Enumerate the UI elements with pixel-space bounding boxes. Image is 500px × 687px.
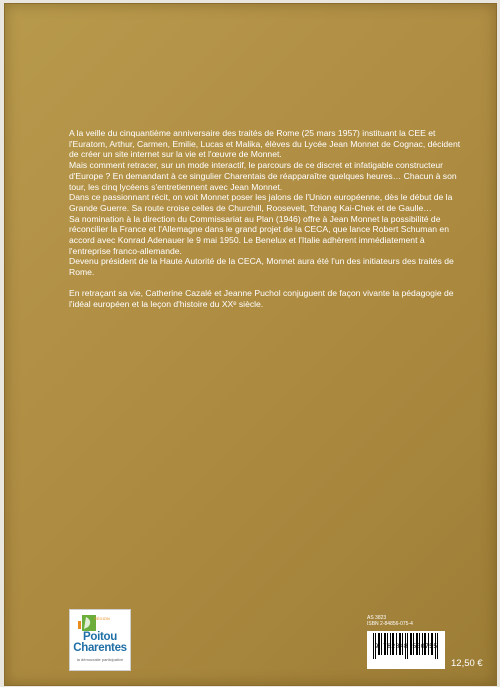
blurb-paragraph: Mais comment retracer, sur un mode interactif, le parcours de ce discret et infatigable constructeur d'Europe ? En demandant à ce singulier Charentais de réapparaître quelques heures… Chacun à son tour, les cinq lycéens s'entretiennent avec Jean Monnet. bbox=[69, 160, 457, 192]
reference-code: AS 3823 bbox=[367, 615, 387, 621]
region-name-line: Poitou bbox=[83, 631, 117, 643]
region-tagline: la démocratie participative bbox=[76, 657, 124, 662]
barcode bbox=[367, 631, 445, 669]
blurb-paragraph: Dans ce passionnant récit, on voit Monnet poser les jalons de l'Union européenne, dès le début de la Grande Guerre. Sa route croise celles de Churchill, Roosevelt, Tchang Kai-Chek et de Gaulle… bbox=[69, 192, 453, 213]
region-name-line: Charentes bbox=[73, 642, 127, 654]
blurb-paragraph: Devenu président de la Haute Autorité de la CECA, Monnet aura été l'un des initiateurs des traités de Rome. bbox=[69, 256, 454, 278]
barcode-area bbox=[367, 615, 445, 669]
region-logo bbox=[69, 609, 131, 671]
region-label: RÉGION bbox=[94, 616, 110, 621]
price-label: 12,50 € bbox=[451, 658, 483, 669]
blurb-text bbox=[69, 128, 467, 309]
isbn-text: ISBN 2-84856-075-4 bbox=[367, 621, 413, 627]
blurb-paragraph: Sa nomination à la direction du Commissariat au Plan (1946) offre à Jean Monnet la possibilité de réconcilier la France et l'Allemagne dans le grand projet de la CECA, que lance Robert Schuman en accord avec Konrad Adenauer le 9 mai 1950. Le Benelux et l'Italie adhèrent immédiatement à l'entreprise franco-allemande. bbox=[69, 213, 449, 256]
barcode-digits: 9 782848 560755 bbox=[374, 643, 438, 650]
back-cover bbox=[4, 3, 497, 686]
closing-paragraph: En retraçant sa vie, Catherine Cazalé et Jeanne Puchol conjuguent de façon vivante la pédagogie de l'idéal européen et la leçon d'histoire du XXᵉ siècle. bbox=[69, 287, 454, 309]
region-name bbox=[72, 632, 128, 654]
blurb-paragraph: A la veille du cinquantième anniversaire des traités de Rome (25 mars 1957) instituant la CEE et l'Euratom, Arthur, Carmen, Emilie, Lucas et Malika, élèves du Lycée Jean Monnet de Cognac, décident de créer un site internet sur la vie et l'œuvre de Monnet. bbox=[69, 128, 461, 160]
